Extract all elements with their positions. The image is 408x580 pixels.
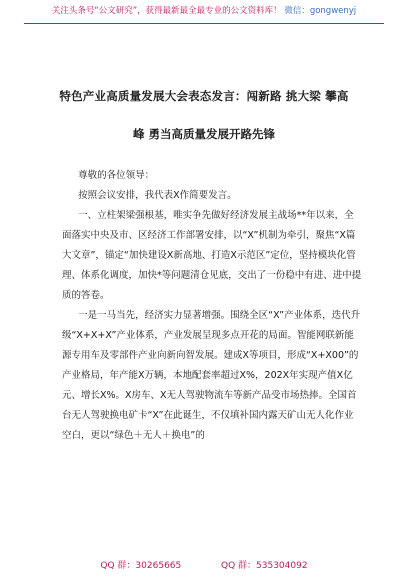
footer-qq-1: QQ 群：30265665	[100, 561, 182, 571]
banner-text: 关注头条号“公文研究”，获得最新最全最专业的公文资料库！	[51, 6, 282, 16]
title-line-1: 特色产业高质量发展大会表态发言：闯新路 挑大梁 攀高	[59, 89, 349, 103]
greeting: 尊敬的各位领导：	[78, 170, 155, 181]
banner-divider	[24, 23, 384, 24]
paragraph: 按照会议安排，我代表X作简要发言。	[78, 190, 237, 201]
header-banner	[0, 6, 408, 44]
banner-wechat: 微信：gongwenyj	[284, 6, 357, 16]
document-body	[62, 166, 362, 446]
paragraph: 一、立柱架梁强根基，唯实争先做好经济发展主战场**年以来，全面落实中央及市、区经济工作部署安排，以“X”机制为牵引，聚焦“X篇大文章”，锚定“加快建设X新高地、打造X示范区”定位，坚持模块化管理、体系化调度，加快*等问题清仓见底，交出了一份稳中有进、进中提质的答卷。	[62, 210, 362, 301]
paragraph: 一是一马当先，经济实力显著增强。围绕全区“X”产业体系，迭代升级“X+X+X”产业体系，产业发展呈现多点开花的局面。智能网联新能源专用车及零部件产业向新向智发展。建成X等项目，形成“X+X00”的产业格局，年产能X万辆，本地配套率超过X%，202X年实现产值X亿元、增长X%。X房车、X无人驾驶物流车等新产品受市场热捧。全国首台无人驾驶换电矿卡“X”在此诞生，不仅填补国内露天矿山无人化作业空白，更以“绿色＋无人＋换电”的	[62, 310, 361, 441]
title-line-2: 峰 勇当高质量发展开路先锋	[132, 127, 275, 141]
footer-qq-2: QQ 群：535304092	[221, 561, 308, 571]
footer	[0, 558, 408, 571]
